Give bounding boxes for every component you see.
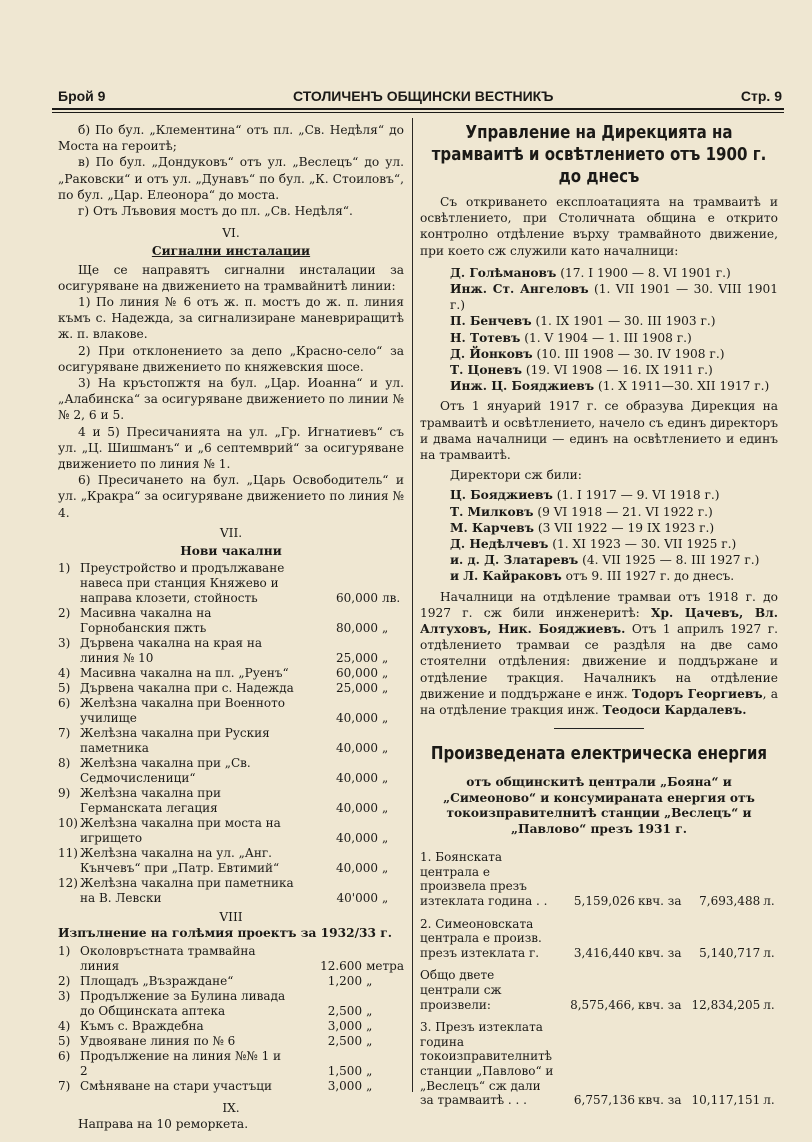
paragraph: Началници на отдѣление трамваи отъ 1918 г. до 1927 г. сж били инженеритѣ: Хр. Цачевъ, Вл. Алтуховъ, Ник. Бояджиевъ. Отъ 1 априлъ 1927 г. отдѣлението трамваи се раздѣля на две само стоятелни отдѣления: движение и поддържане и отдѣление тракция. Началникъ на отдѣление движение и поддържане е инж. Тодоръ Георгиевъ, а на отдѣление тракция инж. Теодоси Кардалевъ. <box>420 589 779 718</box>
cell-amount: 80,000 <box>336 621 378 636</box>
section-number: VII. <box>219 525 243 540</box>
cell-unit: „ <box>366 973 373 988</box>
cell-amount: 1,200 <box>327 973 363 988</box>
table-row <box>58 681 404 696</box>
cell-amount: 60,000 <box>336 666 378 681</box>
cell-amount: 3,000 <box>327 1018 363 1033</box>
list-item: и Л. Кайраковъ отъ 9. III 1927 г. до днесъ. <box>450 569 735 584</box>
issue-number: Брой 9 <box>58 88 106 104</box>
intro-paragraph: г) Отъ Лъвовия мостъ до пл. „Св. Недѣля“. <box>78 204 353 219</box>
cell-u2: л. <box>763 1093 775 1108</box>
cell-description: Продължение на линия №№ 1 и 2 <box>80 1048 282 1078</box>
table-row <box>420 1015 778 1111</box>
cell-number: 3) <box>58 636 71 651</box>
cell-number: 4) <box>58 1018 71 1033</box>
paragraph: Направа на 10 реморкета. <box>78 1116 249 1131</box>
table-row <box>58 1049 404 1079</box>
cell-u2: л. <box>763 894 775 909</box>
cell-number: 1) <box>58 561 71 576</box>
section-number: IX. <box>222 1100 240 1115</box>
table-row <box>58 816 404 846</box>
cell-description: Къмъ с. Враждебна <box>80 1018 204 1033</box>
cell-number: 1) <box>58 943 71 958</box>
cell-u1: квч. за <box>637 945 682 960</box>
table-row <box>58 1034 404 1049</box>
cell-description: Площадъ „Възраждане“ <box>80 973 234 988</box>
cell-amount: 40,000 <box>336 801 378 816</box>
cell-description: Удвояване линия по № 6 <box>80 1033 236 1048</box>
cell-amount: 1,500 <box>327 1063 363 1078</box>
cell-u1: квч. за <box>637 997 682 1012</box>
paragraph: 6) Пресичането на бул. „Царь Освободитель“ и ул. „Кракра“ за осигуряване движението по линия № 4. <box>58 473 404 520</box>
cell-number: 7) <box>58 726 71 741</box>
waiting-rooms-table <box>58 561 404 906</box>
paragraph: Ще се направятъ сигнални инсталации за осигуряване на движението на трамвайнитѣ линии: <box>58 262 404 293</box>
cell-number: 2) <box>58 973 71 988</box>
cell-v2: 12,834,205 <box>691 997 761 1012</box>
cell-amount: 40,000 <box>336 741 378 756</box>
cell-label: 3. Презъ изтеклата година токоизправителнитѣ станции „Павлово“ и „Веслецъ“ сж дали за трамваитѣ . . . <box>420 1020 554 1108</box>
cell-number: 4) <box>58 666 71 681</box>
list-item: Инж. Ст. Ангеловъ (1. VII 1901 — 30. VIII 1901 г.) <box>450 282 778 313</box>
cell-label: 2. Симеоновската централа е произв. презъ изтеклата г. <box>420 916 542 960</box>
cell-number: 8) <box>58 756 71 771</box>
section-title: Нови чакални <box>180 544 282 559</box>
cell-unit: „ <box>366 1078 373 1093</box>
cell-u2: л. <box>763 945 775 960</box>
cell-number: 7) <box>58 1078 71 1093</box>
intro-paragraph: в) По бул. „Дондуковъ“ отъ ул. „Веслецъ“ до ул. „Раковски“ и отъ ул. „Дунавъ“ по бул. „К. Стоиловъ“, по бул. „Цар. Елеонора“ до моста. <box>58 155 404 202</box>
cell-number: 9) <box>58 786 71 801</box>
section-title: Изпълнение на голѣмия проектъ за 1932/33 г. <box>58 926 392 941</box>
cell-description: Желѣзна чакална при моста на игрището <box>80 816 281 846</box>
directors-label: Директори сж били: <box>450 468 582 483</box>
cell-unit: лв. <box>382 591 401 606</box>
cell-description: Масивна чакална на пл. „Руенъ“ <box>80 666 289 681</box>
cell-amount: 12.600 <box>320 958 363 973</box>
chiefs-list <box>450 265 778 395</box>
paragraph: Отъ 1 януарий 1917 г. се образува Дирекция на трамваитѣ и освѣтлението, начело съ единъ директоръ и двама началници — единъ на освѣтлението и единъ на трамваитѣ. <box>420 399 778 463</box>
table-row <box>420 912 778 964</box>
cell-v2: 7,693,488 <box>699 894 761 909</box>
list-item: Д. Йонковъ (10. III 1908 — 30. IV 1908 г.) <box>450 346 725 361</box>
section-title: Сигнални инсталации <box>151 244 311 259</box>
cell-description: Дървена чакална при с. Надежда <box>80 681 294 696</box>
cell-amount: 40,000 <box>336 861 378 876</box>
cell-description: Смѣняване на стари участъци <box>80 1078 272 1093</box>
cell-unit: „ <box>366 1063 373 1078</box>
paragraph: 2) При отклонението за депо „Красно-село“ за осигуряване движението по княжевския шосе. <box>58 343 404 374</box>
cell-number: 6) <box>58 696 71 711</box>
cell-number: 12) <box>58 876 78 891</box>
cell-v1: 5,159,026 <box>573 894 635 909</box>
cell-amount: 40'000 <box>336 891 378 906</box>
table-row <box>58 606 404 636</box>
list-item: и. д. Д. Златаревъ (4. VII 1925 — 8. III 1927 г.) <box>450 553 760 568</box>
table-row <box>58 756 404 786</box>
cell-label: 1. Боянската централа е произвела презъ изтеклата година . . <box>420 850 548 909</box>
cell-description: Желѣзна чакална при Военното училище <box>80 696 286 726</box>
page-number: Стр. 9 <box>740 88 782 104</box>
list-item: Т. Милковъ (9 VI 1918 — 21. VI 1922 г.) <box>450 504 713 519</box>
cell-number: 10) <box>58 816 78 831</box>
article-title: Управление на Дирекцията на трамваитѣ и освѣтлението отъ 1900 г. до днесъ <box>431 123 767 187</box>
table-row <box>58 1019 404 1034</box>
cell-unit: „ <box>382 711 389 726</box>
cell-unit: „ <box>382 741 389 756</box>
cell-number: 5) <box>58 1033 71 1048</box>
table-row <box>58 974 404 989</box>
cell-description: Желѣзна чакална при Германската легация <box>80 786 221 816</box>
right-column <box>420 122 778 1111</box>
cell-unit: „ <box>382 831 389 846</box>
cell-description: Преустройство и продължаване навеса при станция Княжево и направа клозети, стойность <box>80 561 285 606</box>
cell-number: 2) <box>58 606 71 621</box>
cell-amount: 60,000 <box>336 591 378 606</box>
cell-description: Желѣзна чакална при „Св. Седмочисленици“ <box>80 756 251 786</box>
list-item: Инж. Ц. Бояджиевъ (1. X 1911—30. XII 1917 г.) <box>450 379 770 394</box>
cell-v2: 10,117,151 <box>691 1093 761 1108</box>
table-row <box>58 989 404 1019</box>
energy-table <box>420 845 778 1111</box>
cell-description: Желѣзна чакална при паметника на В. Левски <box>80 876 294 906</box>
cell-description: Масивна чакална на Горнобанския пжть <box>80 606 212 636</box>
divider <box>554 728 644 729</box>
article-title: Произведената електрическа енергия <box>430 744 768 765</box>
cell-u1: квч. за <box>637 1093 682 1108</box>
cell-amount: 2,500 <box>327 1033 363 1048</box>
table-row <box>58 846 404 876</box>
cell-description: Желѣзна чакална на ул. „Анг. Кънчевъ“ при „Патр. Евтимий“ <box>80 846 280 876</box>
paragraph: 4 и 5) Пресичанията на ул. „Гр. Игнатиевъ“ съ ул. „Ц. Шишманъ“ и „6 септемврий“ за осигуряване движението по линия № 1. <box>58 424 404 472</box>
table-row <box>58 786 404 816</box>
cell-v1: 8,575,466, <box>570 997 635 1012</box>
page-header <box>58 84 782 108</box>
cell-amount: 40,000 <box>336 771 378 786</box>
cell-amount: 40,000 <box>336 831 378 846</box>
paragraph: Съ откриването експлоатацията на трамваитѣ и освѣтлението, при Столичната община е открито контролно отдѣление върху трамвайното движение, при което сж служили като началници: <box>420 195 778 258</box>
cell-unit: „ <box>382 801 389 816</box>
section-number: VIII <box>219 910 243 925</box>
newspaper-title: СТОЛИЧЕНЪ ОБЩИНСКИ ВЕСТНИКЪ <box>292 88 554 104</box>
cell-amount: 40,000 <box>336 711 378 726</box>
header-rule <box>52 108 784 113</box>
cell-unit: „ <box>382 771 389 786</box>
paragraph: 1) По линия № 6 отъ ж. п. мостъ до ж. п. линия къмъ с. Надежда, за сигнализиране маневриращитѣ ж. п. влакове. <box>58 295 404 342</box>
cell-number: 5) <box>58 681 71 696</box>
cell-u1: квч. за <box>637 894 682 909</box>
table-row <box>58 944 404 974</box>
cell-u2: л. <box>763 997 775 1012</box>
cell-number: 6) <box>58 1048 71 1063</box>
table-row <box>58 696 404 726</box>
cell-amount: 2,500 <box>327 1003 363 1018</box>
article-subtitle: отъ общинскитѣ централи „Бояна“ и „Симеоново“ и консумираната енергия отъ токоизправителнитѣ станции „Веслецъ“ и „Павлово“ презъ 1931 г. <box>443 775 755 836</box>
cell-v2: 5,140,717 <box>699 945 761 960</box>
table-row <box>58 636 404 666</box>
cell-description: Околовръстната трамвайна линия <box>80 943 256 973</box>
cell-unit: „ <box>382 891 389 906</box>
cell-amount: 25,000 <box>336 651 378 666</box>
intro-paragraph: б) По бул. „Клементина“ отъ пл. „Св. Недѣля“ до Моста на героитѣ; <box>58 123 404 154</box>
list-item: Д. Голѣмановъ (17. I 1900 — 8. VI 1901 г.) <box>450 265 731 280</box>
table-row <box>58 561 404 606</box>
cell-unit: „ <box>382 621 389 636</box>
left-column <box>58 122 404 1132</box>
cell-v1: 3,416,440 <box>573 945 635 960</box>
column-divider <box>412 118 413 1092</box>
cell-description: Продължение за Булина ливада до Общинската аптека <box>80 988 286 1018</box>
cell-label: Общо двете централи сж произвели: <box>420 968 502 1012</box>
cell-amount: 25,000 <box>336 681 378 696</box>
list-item: П. Бенчевъ (1. IX 1901 — 30. III 1903 г.) <box>450 314 716 329</box>
list-item: Н. Тотевъ (1. V 1904 — 1. III 1908 г.) <box>450 330 692 345</box>
cell-number: 3) <box>58 988 71 1003</box>
cell-unit: „ <box>382 861 389 876</box>
cell-unit: „ <box>382 651 389 666</box>
table-row <box>58 666 404 681</box>
table-row <box>420 845 778 911</box>
table-row <box>420 963 778 1015</box>
list-item: Т. Цоневъ (19. VI 1908 — 16. IX 1911 г.) <box>450 363 713 378</box>
cell-unit: „ <box>366 1018 373 1033</box>
paragraph: 3) На кръстопжтя на бул. „Цар. Иоанна“ и ул. „Алабинска“ за осигуряване движението по линии №№ 2, 6 и 5. <box>58 376 404 423</box>
table-row <box>58 1079 404 1094</box>
directors-list <box>450 487 778 584</box>
cell-unit: „ <box>382 666 389 681</box>
table-row <box>58 726 404 756</box>
table-row <box>58 876 404 906</box>
cell-unit: „ <box>366 1033 373 1048</box>
cell-amount: 3,000 <box>327 1078 363 1093</box>
section-number: VI. <box>222 226 240 241</box>
cell-v1: 6,757,136 <box>573 1093 635 1108</box>
list-item: М. Карчевъ (3 VII 1922 — 19 IX 1923 г.) <box>450 520 715 535</box>
cell-unit: „ <box>382 681 389 696</box>
list-item: Д. Недѣлчевъ (1. XI 1923 — 30. VII 1925 г.) <box>450 537 737 552</box>
list-item: Ц. Бояджиевъ (1. I 1917 — 9. VI 1918 г.) <box>450 488 720 503</box>
cell-unit: метра <box>366 958 404 973</box>
cell-unit: „ <box>366 1003 373 1018</box>
cell-number: 11) <box>58 846 78 861</box>
cell-description: Желѣзна чакална при Руския паметника <box>80 726 270 756</box>
project-table <box>58 944 404 1094</box>
cell-description: Дървена чакална на края на линия № 10 <box>80 636 263 666</box>
